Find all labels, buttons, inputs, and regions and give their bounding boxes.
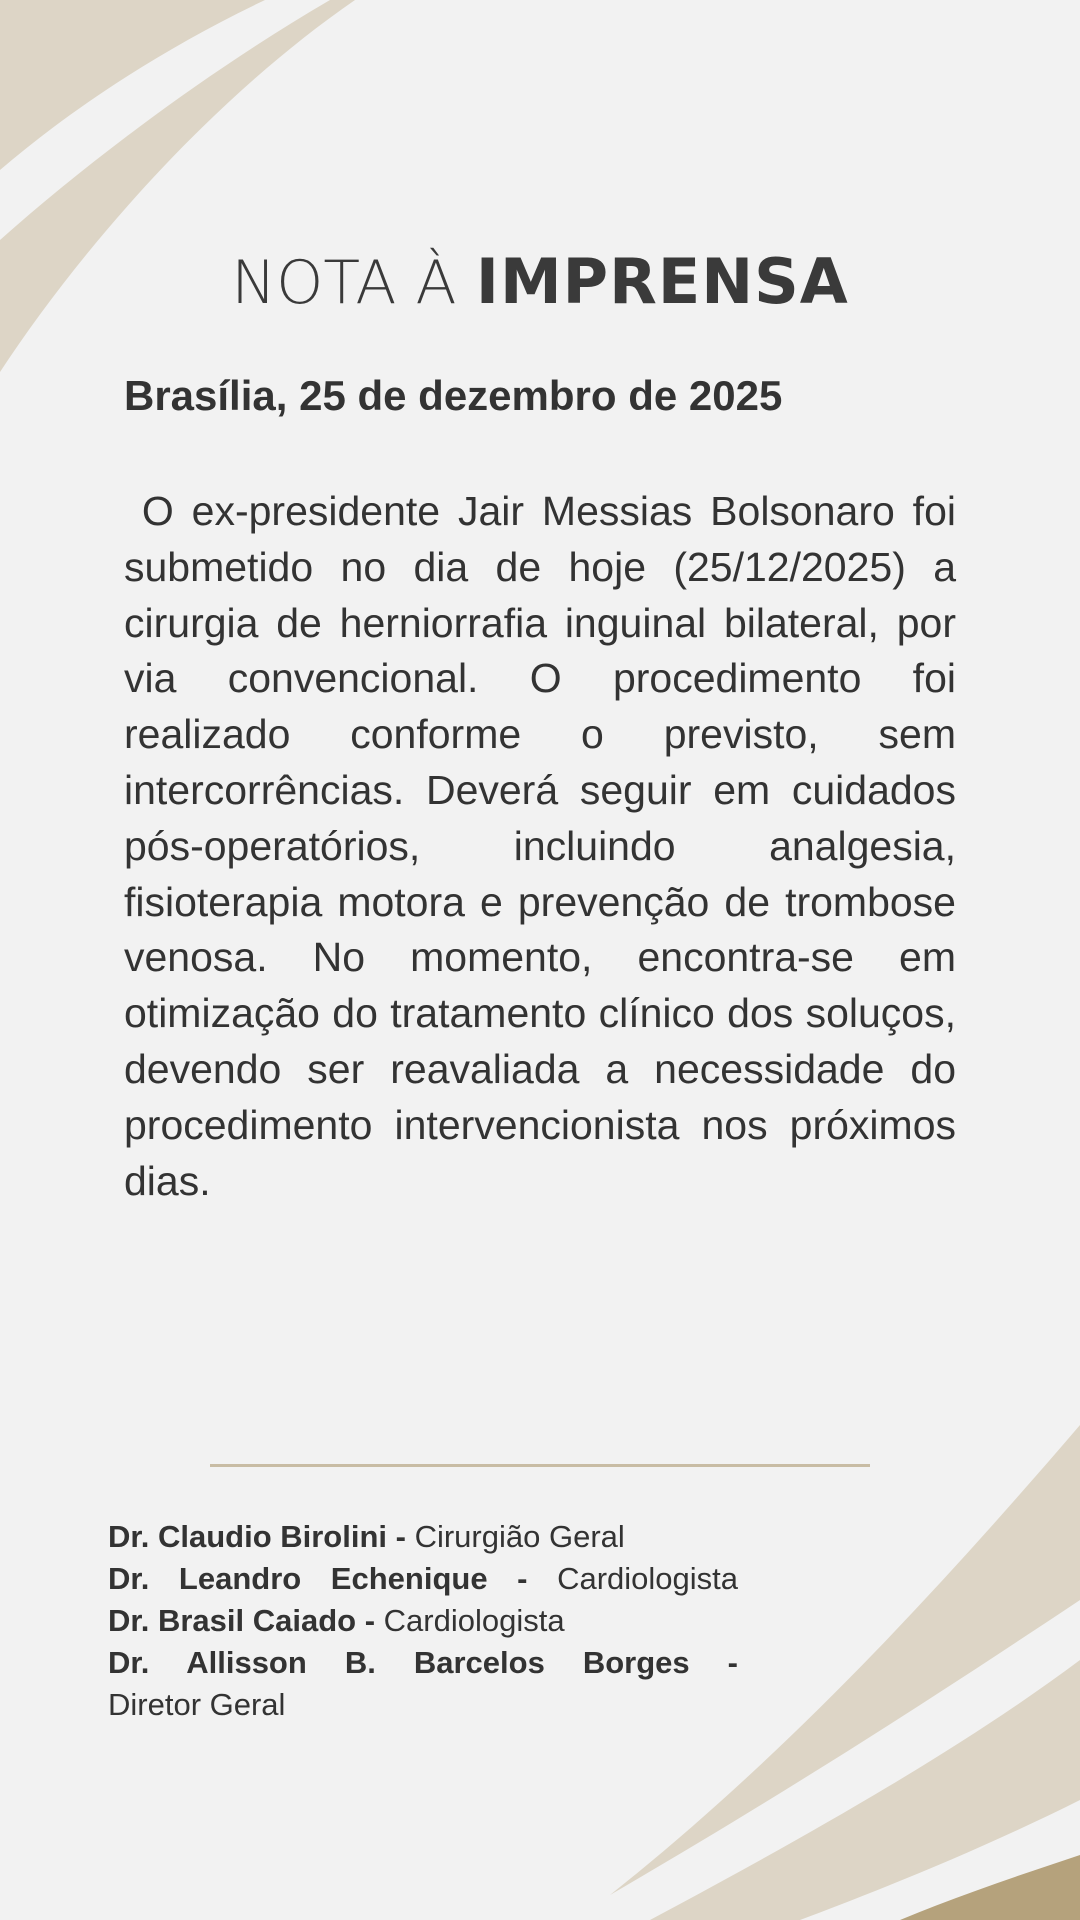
- signature-name: Dr. Allisson B. Barcelos Borges -: [108, 1645, 738, 1680]
- body-paragraph: O ex-presidente Jair Messias Bolsonaro foi submetido no dia de hoje (25/12/2025) a cirurgia de herniorrafia inguinal bilateral, por via convencional. O procedimento foi realizado conforme o previsto, sem intercorrências. Deverá seguir em cuidados pós-operatórios, incluindo analgesia, fisioterapia motora e prevenção de trombose venosa. No momento, encontra-se em otimização do tratamento clínico dos soluços, devendo ser reavaliada a necessidade do procedimento intervencionista nos próximos dias.: [124, 488, 956, 1204]
- title-bold: IMPRENSA: [475, 245, 849, 318]
- title-light: NOTA À: [231, 248, 457, 318]
- page-title: [0, 240, 1080, 323]
- signature-role: Diretor Geral: [108, 1687, 286, 1722]
- signature-role: Cardiologista: [557, 1561, 738, 1596]
- signature-line: [108, 1600, 738, 1642]
- signature-line: [108, 1558, 738, 1600]
- signature-line: [108, 1642, 738, 1684]
- divider-line: [210, 1464, 870, 1467]
- press-note-body: [124, 484, 956, 1209]
- signatures-block: [108, 1516, 738, 1726]
- signature-role: Cirurgião Geral: [414, 1519, 625, 1554]
- signature-name: Dr. Leandro Echenique -: [108, 1561, 528, 1596]
- signature-line: [108, 1684, 738, 1726]
- signature-name: Dr. Claudio Birolini -: [108, 1519, 406, 1554]
- signature-line: [108, 1516, 738, 1558]
- date-line: Brasília, 25 de dezembro de 2025: [124, 372, 783, 419]
- signature-role: Cardiologista: [383, 1603, 565, 1638]
- signature-name: Dr. Brasil Caiado -: [108, 1603, 376, 1638]
